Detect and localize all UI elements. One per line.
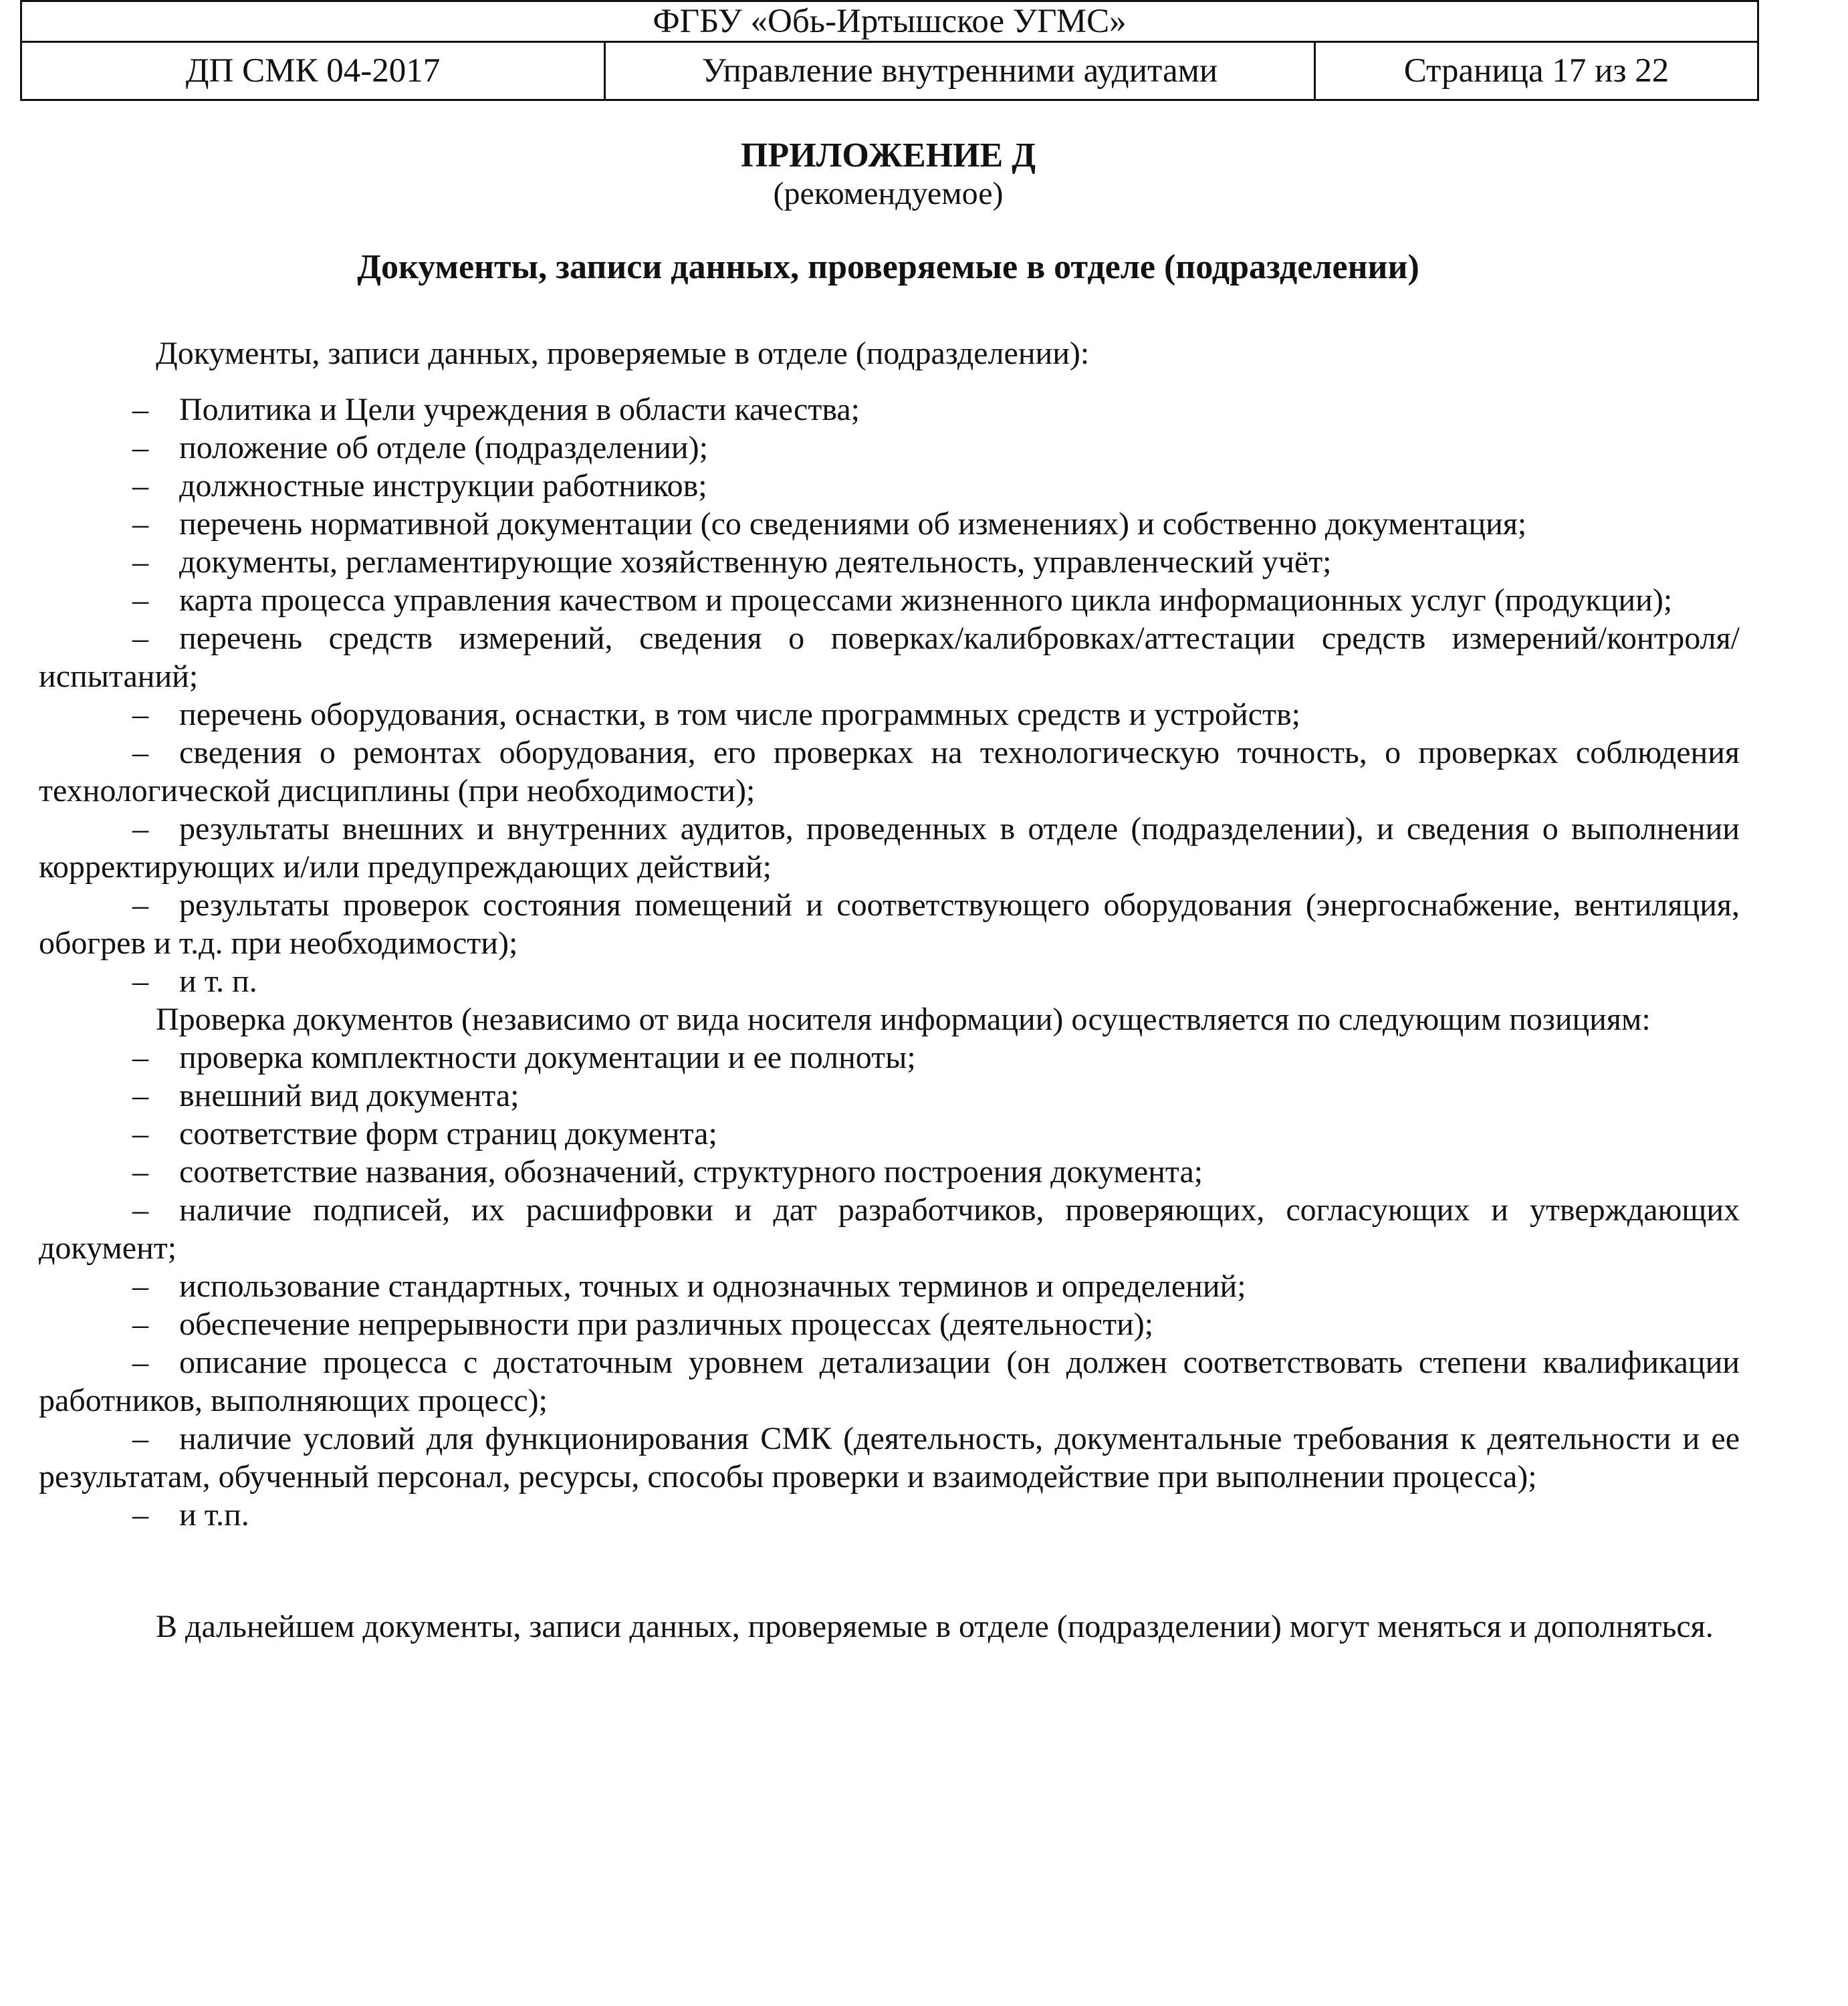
list-item — [39, 581, 1740, 619]
list-item-text: карта процесса управления качеством и процессами жизненного цикла информационных услуг (продукции); — [179, 582, 1673, 618]
dash-bullet: – — [132, 887, 148, 923]
dash-bullet: – — [132, 1078, 148, 1113]
list-item-text: документы, регламентирующие хозяйственную деятельность, управленческий учёт; — [179, 544, 1332, 580]
dash-bullet: – — [132, 506, 148, 542]
list-item — [39, 886, 1740, 962]
list-item-text: положение об отделе (подразделении); — [179, 430, 708, 465]
dash-bullet: – — [132, 621, 148, 656]
list-item — [39, 1153, 1740, 1191]
organization-name: ФГБУ «Обь-Иртышское УГМС» — [21, 1, 1758, 42]
closing-paragraph: В дальнейшем документы, записи данных, проверяемые в отделе (подразделении) могут меняться и дополняться. — [156, 1609, 1714, 1644]
list-item — [39, 1343, 1740, 1420]
list-item — [39, 467, 1740, 505]
header-table — [20, 0, 1759, 101]
dash-bullet: – — [132, 544, 148, 580]
list-item — [39, 695, 1740, 734]
dash-bullet: – — [132, 1192, 148, 1228]
list-item-text: Политика и Цели учреждения в области качества; — [179, 392, 860, 427]
list-item — [39, 505, 1740, 543]
list-item — [39, 391, 1740, 429]
list-item-text: и т. п. — [179, 964, 257, 999]
list-item-text: результаты проверок состояния помещений и соответствующего оборудования (энергоснабжение, вентиляция, обогрев и т.д. при необходимости); — [39, 887, 1740, 961]
dash-bullet: – — [132, 735, 148, 770]
list-item — [39, 1191, 1740, 1267]
list-item-text: сведения о ремонтах оборудования, его проверках на технологическую точность, о проверках соблюдения технологической дисциплины (при необходимости); — [39, 735, 1740, 808]
intro-paragraph: Документы, записи данных, проверяемые в отделе (подразделении): — [156, 336, 1090, 371]
dash-bullet: – — [132, 1040, 148, 1075]
dash-bullet: – — [132, 468, 148, 504]
dash-bullet: – — [132, 1307, 148, 1342]
document-body — [39, 334, 1740, 1646]
list-item-text: перечень средств измерений, сведения о поверках/калибровках/аттестации средств измерений/контроля/испытаний; — [39, 621, 1740, 694]
dash-bullet: – — [132, 811, 148, 847]
list-item — [39, 1305, 1740, 1343]
list-item-text: описание процесса с достаточным уровнем детализации (он должен соответствовать степени квалификации работников, выполняющих процесс); — [39, 1345, 1740, 1418]
page-number: Страница 17 из 22 — [1315, 42, 1758, 100]
list-item-text: использование стандартных, точных и однозначных терминов и определений; — [179, 1268, 1246, 1304]
list-item-text: соответствие форм страниц документа; — [179, 1116, 717, 1151]
dash-bullet: – — [132, 1421, 148, 1456]
list-item — [39, 1496, 1740, 1534]
dash-bullet: – — [132, 1345, 148, 1380]
list-item-text: внешний вид документа; — [179, 1078, 519, 1113]
list-item-text: перечень нормативной документации (со сведениями об изменениях) и собственно документация; — [179, 506, 1527, 542]
list-item-text: должностные инструкции работников; — [179, 468, 707, 504]
list-item — [39, 1115, 1740, 1153]
dash-bullet: – — [132, 582, 148, 618]
list-item — [39, 734, 1740, 810]
list-item — [39, 962, 1740, 1000]
list-item — [39, 1038, 1740, 1077]
list-item-text: наличие условий для функционирования СМК (деятельность, документальные требования к деятельности и ее результатам, обученный персонал, ресурсы, способы проверки и взаимодействие при выполнении процесса); — [39, 1421, 1740, 1494]
check-criteria-list — [39, 1038, 1740, 1534]
list-item-text: результаты внешних и внутренних аудитов, проведенных в отделе (подразделении), и сведения о выполнении корректирующих и/или предупреждающих действий; — [39, 811, 1740, 885]
appendix-heading: Документы, записи данных, проверяемые в отделе (подразделении) — [357, 248, 1419, 286]
dash-bullet: – — [132, 1268, 148, 1304]
doc-title: Управление внутренними аудитами — [605, 42, 1315, 100]
check-intro-paragraph: Проверка документов (независимо от вида носителя информации) осуществляется по следующим позициям: — [156, 1002, 1651, 1037]
list-item — [39, 429, 1740, 467]
list-item-text: и т.п. — [179, 1497, 249, 1533]
list-item — [39, 810, 1740, 886]
dash-bullet: – — [132, 392, 148, 427]
appendix-subtitle: (рекомендуемое) — [773, 176, 1004, 211]
doc-code: ДП СМК 04-2017 — [21, 42, 605, 100]
list-item-text: перечень оборудования, оснастки, в том числе программных средств и устройств; — [179, 697, 1300, 732]
documents-list — [39, 391, 1740, 1000]
list-item — [39, 543, 1740, 581]
list-item-text: наличие подписей, их расшифровки и дат разработчиков, проверяющих, согласующих и утверждающих документ; — [39, 1192, 1740, 1266]
list-item — [39, 619, 1740, 695]
list-item — [39, 1267, 1740, 1305]
appendix-title: ПРИЛОЖЕНИЕ Д — [740, 136, 1036, 175]
dash-bullet: – — [132, 1116, 148, 1151]
list-item-text: обеспечение непрерывности при различных процессах (деятельности); — [179, 1307, 1154, 1342]
dash-bullet: – — [132, 1154, 148, 1190]
dash-bullet: – — [132, 697, 148, 732]
dash-bullet: – — [132, 430, 148, 465]
list-item-text: проверка комплектности документации и ее полноты; — [179, 1040, 916, 1075]
list-item — [39, 1420, 1740, 1496]
dash-bullet: – — [132, 964, 148, 999]
list-item — [39, 1077, 1740, 1115]
dash-bullet: – — [132, 1497, 148, 1533]
list-item-text: соответствие названия, обозначений, структурного построения документа; — [179, 1154, 1203, 1190]
